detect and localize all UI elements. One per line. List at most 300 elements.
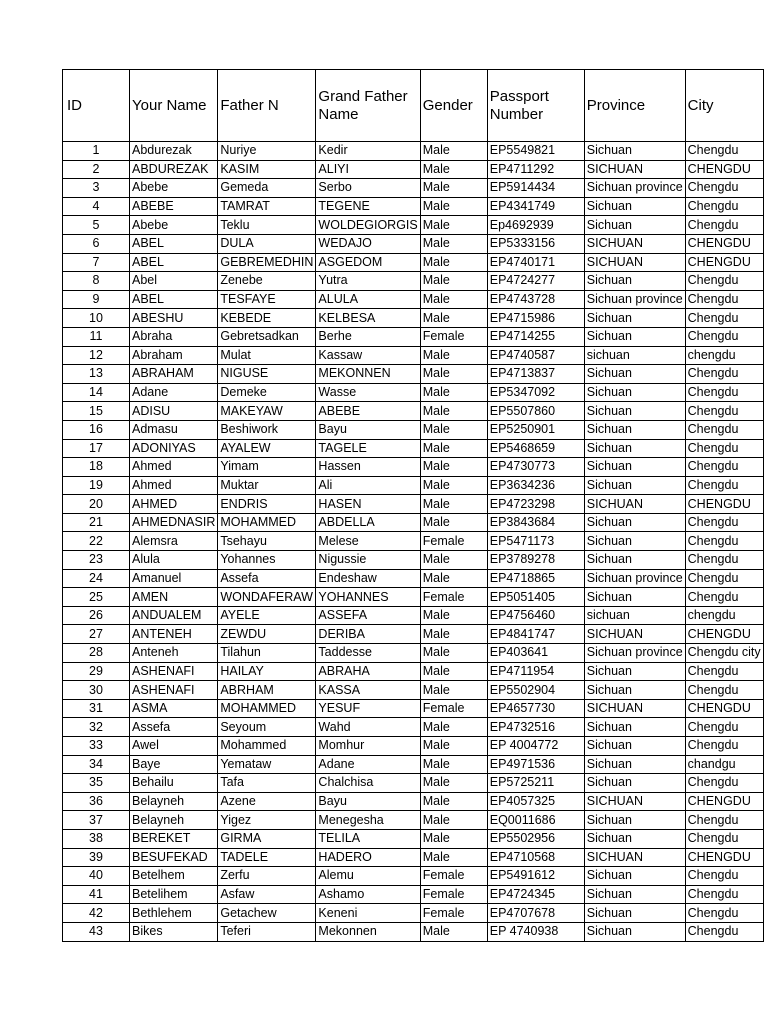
cell-city[interactable]: Chengdu: [685, 365, 763, 384]
cell-gender[interactable]: Male: [420, 420, 487, 439]
cell-father-name[interactable]: TESFAYE: [218, 290, 316, 309]
cell-father-name[interactable]: HAILAY: [218, 662, 316, 681]
cell-your-name[interactable]: BEREKET: [130, 829, 218, 848]
cell-grand-father-name[interactable]: Kedir: [316, 142, 420, 161]
cell-grand-father-name[interactable]: Melese: [316, 532, 420, 551]
cell-city[interactable]: Chengdu: [685, 829, 763, 848]
cell-city[interactable]: CHENGDU: [685, 792, 763, 811]
cell-city[interactable]: Chengdu: [685, 327, 763, 346]
cell-your-name[interactable]: Abebe: [130, 179, 218, 198]
cell-id[interactable]: 17: [63, 439, 130, 458]
cell-gender[interactable]: Male: [420, 253, 487, 272]
cell-grand-father-name[interactable]: TAGELE: [316, 439, 420, 458]
cell-your-name[interactable]: Ahmed: [130, 458, 218, 477]
cell-gender[interactable]: Male: [420, 718, 487, 737]
cell-gender[interactable]: Female: [420, 904, 487, 923]
cell-grand-father-name[interactable]: KELBESA: [316, 309, 420, 328]
cell-father-name[interactable]: Getachew: [218, 904, 316, 923]
header-your-name[interactable]: Your Name: [130, 70, 218, 142]
cell-id[interactable]: 12: [63, 346, 130, 365]
cell-father-name[interactable]: AYELE: [218, 606, 316, 625]
cell-province[interactable]: Sichuan: [584, 681, 685, 700]
cell-gender[interactable]: Female: [420, 885, 487, 904]
cell-passport-number[interactable]: EP3843684: [487, 513, 584, 532]
cell-passport-number[interactable]: EP5468659: [487, 439, 584, 458]
cell-province[interactable]: Sichuan: [584, 420, 685, 439]
cell-father-name[interactable]: Azene: [218, 792, 316, 811]
cell-father-name[interactable]: Yemataw: [218, 755, 316, 774]
cell-id[interactable]: 3: [63, 179, 130, 198]
cell-city[interactable]: chandgu: [685, 755, 763, 774]
cell-province[interactable]: Sichuan: [584, 272, 685, 291]
cell-your-name[interactable]: ADISU: [130, 402, 218, 421]
cell-gender[interactable]: Female: [420, 327, 487, 346]
cell-id[interactable]: 8: [63, 272, 130, 291]
cell-province[interactable]: Sichuan province: [584, 569, 685, 588]
cell-passport-number[interactable]: EP5347092: [487, 383, 584, 402]
cell-your-name[interactable]: Belayneh: [130, 792, 218, 811]
cell-province[interactable]: SICHUAN: [584, 625, 685, 644]
cell-city[interactable]: chengdu: [685, 346, 763, 365]
cell-id[interactable]: 9: [63, 290, 130, 309]
cell-passport-number[interactable]: EP4723298: [487, 495, 584, 514]
cell-your-name[interactable]: ABESHU: [130, 309, 218, 328]
cell-your-name[interactable]: ABEBE: [130, 197, 218, 216]
cell-passport-number[interactable]: EP3634236: [487, 476, 584, 495]
cell-your-name[interactable]: Baye: [130, 755, 218, 774]
cell-father-name[interactable]: Assefa: [218, 569, 316, 588]
cell-father-name[interactable]: NIGUSE: [218, 365, 316, 384]
cell-id[interactable]: 5: [63, 216, 130, 235]
cell-your-name[interactable]: Bethlehem: [130, 904, 218, 923]
cell-passport-number[interactable]: Ep4692939: [487, 216, 584, 235]
cell-id[interactable]: 37: [63, 811, 130, 830]
cell-grand-father-name[interactable]: Mekonnen: [316, 922, 420, 941]
cell-id[interactable]: 18: [63, 458, 130, 477]
cell-grand-father-name[interactable]: TELILA: [316, 829, 420, 848]
cell-id[interactable]: 27: [63, 625, 130, 644]
cell-your-name[interactable]: ABDUREZAK: [130, 160, 218, 179]
cell-father-name[interactable]: DULA: [218, 234, 316, 253]
cell-city[interactable]: CHENGDU: [685, 160, 763, 179]
cell-father-name[interactable]: ABRHAM: [218, 681, 316, 700]
cell-province[interactable]: Sichuan: [584, 365, 685, 384]
cell-province[interactable]: SICHUAN: [584, 160, 685, 179]
cell-grand-father-name[interactable]: TEGENE: [316, 197, 420, 216]
cell-city[interactable]: Chengdu: [685, 383, 763, 402]
cell-province[interactable]: Sichuan: [584, 383, 685, 402]
cell-id[interactable]: 4: [63, 197, 130, 216]
cell-gender[interactable]: Male: [420, 383, 487, 402]
cell-province[interactable]: Sichuan province: [584, 644, 685, 663]
cell-grand-father-name[interactable]: Taddesse: [316, 644, 420, 663]
cell-passport-number[interactable]: EP4724345: [487, 885, 584, 904]
cell-father-name[interactable]: TADELE: [218, 848, 316, 867]
cell-passport-number[interactable]: EP5502904: [487, 681, 584, 700]
cell-province[interactable]: Sichuan: [584, 216, 685, 235]
cell-father-name[interactable]: Teferi: [218, 922, 316, 941]
cell-passport-number[interactable]: EP4714255: [487, 327, 584, 346]
cell-your-name[interactable]: ASHENAFI: [130, 681, 218, 700]
header-father-name[interactable]: Father N: [218, 70, 316, 142]
cell-your-name[interactable]: Adane: [130, 383, 218, 402]
cell-grand-father-name[interactable]: ALIYI: [316, 160, 420, 179]
cell-your-name[interactable]: ASHENAFI: [130, 662, 218, 681]
cell-passport-number[interactable]: EP4711292: [487, 160, 584, 179]
cell-your-name[interactable]: ABEL: [130, 234, 218, 253]
cell-province[interactable]: Sichuan: [584, 309, 685, 328]
cell-city[interactable]: Chengdu city: [685, 644, 763, 663]
cell-gender[interactable]: Male: [420, 662, 487, 681]
cell-province[interactable]: Sichuan: [584, 755, 685, 774]
cell-id[interactable]: 30: [63, 681, 130, 700]
cell-passport-number[interactable]: EP4841747: [487, 625, 584, 644]
cell-father-name[interactable]: Yigez: [218, 811, 316, 830]
cell-passport-number[interactable]: EP4732516: [487, 718, 584, 737]
cell-father-name[interactable]: Teklu: [218, 216, 316, 235]
cell-your-name[interactable]: ABEL: [130, 253, 218, 272]
cell-province[interactable]: Sichuan province: [584, 290, 685, 309]
cell-gender[interactable]: Male: [420, 606, 487, 625]
cell-city[interactable]: Chengdu: [685, 290, 763, 309]
cell-passport-number[interactable]: EP5914434: [487, 179, 584, 198]
cell-your-name[interactable]: Assefa: [130, 718, 218, 737]
cell-id[interactable]: 35: [63, 774, 130, 793]
cell-province[interactable]: SICHUAN: [584, 699, 685, 718]
cell-id[interactable]: 15: [63, 402, 130, 421]
cell-id[interactable]: 23: [63, 551, 130, 570]
header-id[interactable]: ID: [63, 70, 130, 142]
cell-father-name[interactable]: Tsehayu: [218, 532, 316, 551]
cell-province[interactable]: Sichuan: [584, 867, 685, 886]
cell-province[interactable]: Sichuan: [584, 402, 685, 421]
cell-id[interactable]: 6: [63, 234, 130, 253]
cell-id[interactable]: 22: [63, 532, 130, 551]
cell-province[interactable]: Sichuan: [584, 774, 685, 793]
cell-your-name[interactable]: Amanuel: [130, 569, 218, 588]
cell-id[interactable]: 36: [63, 792, 130, 811]
cell-gender[interactable]: Male: [420, 309, 487, 328]
cell-your-name[interactable]: Abdurezak: [130, 142, 218, 161]
cell-gender[interactable]: Male: [420, 737, 487, 756]
cell-city[interactable]: Chengdu: [685, 272, 763, 291]
cell-gender[interactable]: Male: [420, 476, 487, 495]
cell-grand-father-name[interactable]: Serbo: [316, 179, 420, 198]
cell-gender[interactable]: Male: [420, 513, 487, 532]
cell-city[interactable]: CHENGDU: [685, 495, 763, 514]
cell-gender[interactable]: Male: [420, 644, 487, 663]
cell-your-name[interactable]: ANTENEH: [130, 625, 218, 644]
cell-province[interactable]: SICHUAN: [584, 495, 685, 514]
cell-city[interactable]: Chengdu: [685, 216, 763, 235]
cell-your-name[interactable]: ASMA: [130, 699, 218, 718]
cell-id[interactable]: 25: [63, 588, 130, 607]
cell-province[interactable]: Sichuan: [584, 662, 685, 681]
cell-grand-father-name[interactable]: MEKONNEN: [316, 365, 420, 384]
cell-passport-number[interactable]: EP5507860: [487, 402, 584, 421]
cell-your-name[interactable]: ANDUALEM: [130, 606, 218, 625]
cell-your-name[interactable]: Ahmed: [130, 476, 218, 495]
cell-passport-number[interactable]: EP403641: [487, 644, 584, 663]
cell-passport-number[interactable]: EP4711954: [487, 662, 584, 681]
cell-passport-number[interactable]: EP4743728: [487, 290, 584, 309]
cell-city[interactable]: Chengdu: [685, 904, 763, 923]
header-city[interactable]: City: [685, 70, 763, 142]
cell-city[interactable]: Chengdu: [685, 532, 763, 551]
cell-province[interactable]: Sichuan: [584, 588, 685, 607]
cell-father-name[interactable]: WONDAFERAW: [218, 588, 316, 607]
cell-father-name[interactable]: KEBEDE: [218, 309, 316, 328]
cell-id[interactable]: 28: [63, 644, 130, 663]
cell-city[interactable]: Chengdu: [685, 439, 763, 458]
cell-city[interactable]: Chengdu: [685, 811, 763, 830]
cell-father-name[interactable]: Seyoum: [218, 718, 316, 737]
cell-passport-number[interactable]: EP5051405: [487, 588, 584, 607]
cell-gender[interactable]: Female: [420, 867, 487, 886]
cell-city[interactable]: Chengdu: [685, 142, 763, 161]
cell-city[interactable]: Chengdu: [685, 885, 763, 904]
cell-father-name[interactable]: Zerfu: [218, 867, 316, 886]
cell-id[interactable]: 33: [63, 737, 130, 756]
cell-city[interactable]: Chengdu: [685, 179, 763, 198]
cell-passport-number[interactable]: EP4710568: [487, 848, 584, 867]
cell-passport-number[interactable]: EP4657730: [487, 699, 584, 718]
cell-city[interactable]: CHENGDU: [685, 848, 763, 867]
cell-city[interactable]: CHENGDU: [685, 699, 763, 718]
cell-gender[interactable]: Male: [420, 829, 487, 848]
cell-province[interactable]: Sichuan: [584, 885, 685, 904]
cell-father-name[interactable]: Yimam: [218, 458, 316, 477]
cell-province[interactable]: Sichuan: [584, 476, 685, 495]
cell-passport-number[interactable]: EP5250901: [487, 420, 584, 439]
cell-your-name[interactable]: Admasu: [130, 420, 218, 439]
cell-city[interactable]: Chengdu: [685, 513, 763, 532]
cell-city[interactable]: Chengdu: [685, 681, 763, 700]
cell-your-name[interactable]: ABRAHAM: [130, 365, 218, 384]
cell-province[interactable]: SICHUAN: [584, 792, 685, 811]
cell-id[interactable]: 24: [63, 569, 130, 588]
cell-province[interactable]: SICHUAN: [584, 234, 685, 253]
cell-gender[interactable]: Male: [420, 495, 487, 514]
cell-grand-father-name[interactable]: Ali: [316, 476, 420, 495]
cell-your-name[interactable]: AHMEDNASIR: [130, 513, 218, 532]
cell-gender[interactable]: Male: [420, 402, 487, 421]
cell-province[interactable]: Sichuan: [584, 811, 685, 830]
cell-your-name[interactable]: Awel: [130, 737, 218, 756]
cell-grand-father-name[interactable]: Kassaw: [316, 346, 420, 365]
cell-grand-father-name[interactable]: ASSEFA: [316, 606, 420, 625]
cell-grand-father-name[interactable]: YOHANNES: [316, 588, 420, 607]
cell-passport-number[interactable]: EP4713837: [487, 365, 584, 384]
cell-grand-father-name[interactable]: Menegesha: [316, 811, 420, 830]
cell-passport-number[interactable]: EP5471173: [487, 532, 584, 551]
cell-gender[interactable]: Male: [420, 625, 487, 644]
cell-grand-father-name[interactable]: Alemu: [316, 867, 420, 886]
cell-province[interactable]: SICHUAN: [584, 848, 685, 867]
cell-passport-number[interactable]: EP4718865: [487, 569, 584, 588]
cell-id[interactable]: 10: [63, 309, 130, 328]
cell-grand-father-name[interactable]: ABEBE: [316, 402, 420, 421]
cell-father-name[interactable]: Asfaw: [218, 885, 316, 904]
cell-passport-number[interactable]: EP4707678: [487, 904, 584, 923]
cell-city[interactable]: Chengdu: [685, 774, 763, 793]
cell-your-name[interactable]: Abebe: [130, 216, 218, 235]
cell-province[interactable]: Sichuan: [584, 197, 685, 216]
cell-city[interactable]: Chengdu: [685, 309, 763, 328]
cell-grand-father-name[interactable]: Ashamo: [316, 885, 420, 904]
cell-your-name[interactable]: AMEN: [130, 588, 218, 607]
cell-gender[interactable]: Male: [420, 458, 487, 477]
cell-id[interactable]: 21: [63, 513, 130, 532]
cell-grand-father-name[interactable]: Berhe: [316, 327, 420, 346]
cell-father-name[interactable]: Tafa: [218, 774, 316, 793]
cell-your-name[interactable]: Alula: [130, 551, 218, 570]
cell-grand-father-name[interactable]: Bayu: [316, 420, 420, 439]
cell-passport-number[interactable]: EP5725211: [487, 774, 584, 793]
cell-passport-number[interactable]: EP 4740938: [487, 922, 584, 941]
cell-father-name[interactable]: Mohammed: [218, 737, 316, 756]
cell-passport-number[interactable]: EP5491612: [487, 867, 584, 886]
cell-your-name[interactable]: Belayneh: [130, 811, 218, 830]
cell-grand-father-name[interactable]: KASSA: [316, 681, 420, 700]
cell-gender[interactable]: Male: [420, 811, 487, 830]
cell-your-name[interactable]: Alemsra: [130, 532, 218, 551]
cell-province[interactable]: Sichuan: [584, 327, 685, 346]
cell-grand-father-name[interactable]: Nigussie: [316, 551, 420, 570]
cell-your-name[interactable]: Abraha: [130, 327, 218, 346]
cell-gender[interactable]: Male: [420, 197, 487, 216]
cell-id[interactable]: 20: [63, 495, 130, 514]
cell-gender[interactable]: Male: [420, 346, 487, 365]
cell-passport-number[interactable]: EP3789278: [487, 551, 584, 570]
cell-father-name[interactable]: Yohannes: [218, 551, 316, 570]
cell-id[interactable]: 14: [63, 383, 130, 402]
cell-province[interactable]: Sichuan: [584, 829, 685, 848]
cell-father-name[interactable]: Zenebe: [218, 272, 316, 291]
cell-city[interactable]: CHENGDU: [685, 625, 763, 644]
cell-id[interactable]: 7: [63, 253, 130, 272]
cell-city[interactable]: Chengdu: [685, 737, 763, 756]
cell-father-name[interactable]: Muktar: [218, 476, 316, 495]
cell-grand-father-name[interactable]: Wahd: [316, 718, 420, 737]
cell-gender[interactable]: Male: [420, 681, 487, 700]
cell-father-name[interactable]: ENDRIS: [218, 495, 316, 514]
cell-grand-father-name[interactable]: WOLDEGIORGIS: [316, 216, 420, 235]
cell-province[interactable]: SICHUAN: [584, 253, 685, 272]
cell-your-name[interactable]: ABEL: [130, 290, 218, 309]
cell-id[interactable]: 38: [63, 829, 130, 848]
cell-passport-number[interactable]: EP5333156: [487, 234, 584, 253]
cell-grand-father-name[interactable]: ALULA: [316, 290, 420, 309]
cell-father-name[interactable]: MOHAMMED: [218, 699, 316, 718]
cell-id[interactable]: 43: [63, 922, 130, 941]
cell-province[interactable]: Sichuan: [584, 532, 685, 551]
cell-city[interactable]: Chengdu: [685, 662, 763, 681]
cell-city[interactable]: Chengdu: [685, 569, 763, 588]
cell-father-name[interactable]: Gebretsadkan: [218, 327, 316, 346]
cell-province[interactable]: Sichuan: [584, 904, 685, 923]
cell-gender[interactable]: Male: [420, 365, 487, 384]
cell-gender[interactable]: Male: [420, 774, 487, 793]
cell-passport-number[interactable]: EP5502956: [487, 829, 584, 848]
cell-id[interactable]: 34: [63, 755, 130, 774]
cell-id[interactable]: 26: [63, 606, 130, 625]
cell-province[interactable]: sichuan: [584, 346, 685, 365]
cell-province[interactable]: Sichuan: [584, 439, 685, 458]
cell-passport-number[interactable]: EP4740171: [487, 253, 584, 272]
cell-gender[interactable]: Female: [420, 588, 487, 607]
cell-passport-number[interactable]: EP4740587: [487, 346, 584, 365]
cell-gender[interactable]: Male: [420, 792, 487, 811]
cell-gender[interactable]: Female: [420, 699, 487, 718]
cell-grand-father-name[interactable]: Endeshaw: [316, 569, 420, 588]
cell-id[interactable]: 11: [63, 327, 130, 346]
cell-gender[interactable]: Male: [420, 272, 487, 291]
cell-province[interactable]: Sichuan province: [584, 179, 685, 198]
cell-grand-father-name[interactable]: ASGEDOM: [316, 253, 420, 272]
cell-gender[interactable]: Male: [420, 755, 487, 774]
cell-father-name[interactable]: Gemeda: [218, 179, 316, 198]
cell-id[interactable]: 42: [63, 904, 130, 923]
cell-id[interactable]: 2: [63, 160, 130, 179]
cell-gender[interactable]: Male: [420, 922, 487, 941]
cell-province[interactable]: sichuan: [584, 606, 685, 625]
cell-father-name[interactable]: GEBREMEDHIN: [218, 253, 316, 272]
cell-gender[interactable]: Male: [420, 179, 487, 198]
cell-id[interactable]: 32: [63, 718, 130, 737]
cell-grand-father-name[interactable]: HASEN: [316, 495, 420, 514]
cell-father-name[interactable]: ZEWDU: [218, 625, 316, 644]
cell-id[interactable]: 13: [63, 365, 130, 384]
cell-grand-father-name[interactable]: Adane: [316, 755, 420, 774]
cell-gender[interactable]: Male: [420, 551, 487, 570]
cell-grand-father-name[interactable]: Yutra: [316, 272, 420, 291]
header-passport-number[interactable]: Passport Number: [487, 70, 584, 142]
cell-id[interactable]: 39: [63, 848, 130, 867]
cell-province[interactable]: Sichuan: [584, 513, 685, 532]
cell-father-name[interactable]: GIRMA: [218, 829, 316, 848]
cell-province[interactable]: Sichuan: [584, 718, 685, 737]
cell-id[interactable]: 40: [63, 867, 130, 886]
cell-your-name[interactable]: Bikes: [130, 922, 218, 941]
cell-your-name[interactable]: Abel: [130, 272, 218, 291]
cell-city[interactable]: CHENGDU: [685, 253, 763, 272]
header-province[interactable]: Province: [584, 70, 685, 142]
cell-father-name[interactable]: Tilahun: [218, 644, 316, 663]
cell-your-name[interactable]: ADONIYAS: [130, 439, 218, 458]
cell-father-name[interactable]: Beshiwork: [218, 420, 316, 439]
cell-passport-number[interactable]: EP4341749: [487, 197, 584, 216]
cell-city[interactable]: Chengdu: [685, 476, 763, 495]
cell-gender[interactable]: Female: [420, 532, 487, 551]
cell-id[interactable]: 19: [63, 476, 130, 495]
cell-grand-father-name[interactable]: Bayu: [316, 792, 420, 811]
cell-your-name[interactable]: Behailu: [130, 774, 218, 793]
cell-city[interactable]: CHENGDU: [685, 234, 763, 253]
cell-grand-father-name[interactable]: ABDELLA: [316, 513, 420, 532]
cell-father-name[interactable]: TAMRAT: [218, 197, 316, 216]
cell-passport-number[interactable]: EP4057325: [487, 792, 584, 811]
cell-passport-number[interactable]: EP 4004772: [487, 737, 584, 756]
cell-province[interactable]: Sichuan: [584, 922, 685, 941]
cell-grand-father-name[interactable]: DERIBA: [316, 625, 420, 644]
cell-your-name[interactable]: Anteneh: [130, 644, 218, 663]
cell-city[interactable]: Chengdu: [685, 420, 763, 439]
cell-id[interactable]: 16: [63, 420, 130, 439]
cell-your-name[interactable]: BESUFEKAD: [130, 848, 218, 867]
cell-province[interactable]: Sichuan: [584, 458, 685, 477]
cell-your-name[interactable]: Betelihem: [130, 885, 218, 904]
